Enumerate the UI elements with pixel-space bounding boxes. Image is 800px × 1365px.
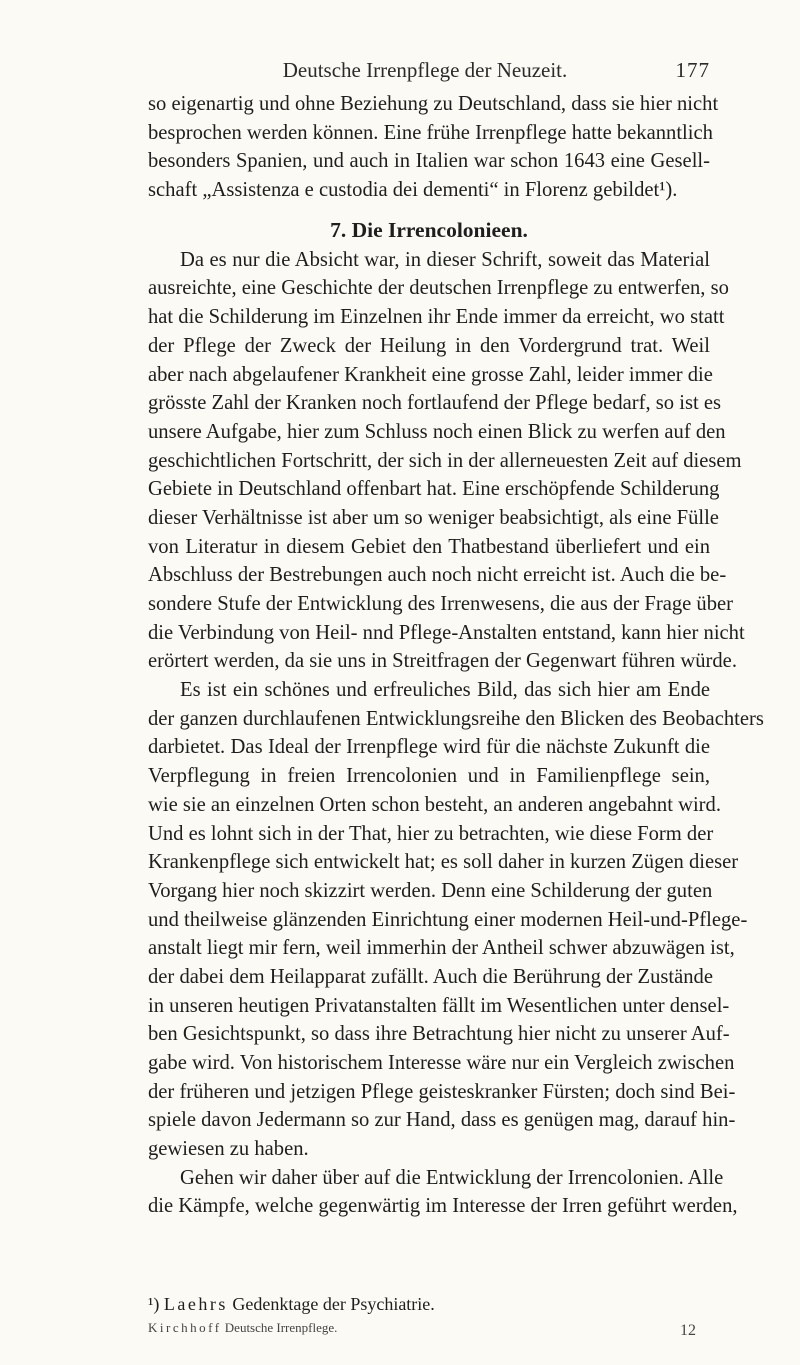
signature-title: Deutsche Irrenpflege. xyxy=(224,1320,338,1335)
text-line: die Kämpfe, welche gegenwärtig im Interesse der Irren geführt werden, xyxy=(148,1195,738,1218)
text-line: Es ist ein schönes und erfreuliches Bild, das sich hier am Ende xyxy=(180,679,710,702)
text-line: spiele davon Jedermann so zur Hand, dass es genügen mag, darauf hin- xyxy=(148,1109,736,1132)
text-line: darbietet. Das Ideal der Irrenpflege wird für die nächste Zukunft die xyxy=(148,736,710,759)
text-line: der ganzen durchlaufenen Entwicklungsreihe den Blicken des Beobachters xyxy=(148,707,764,730)
text-line: erörtert werden, da sie uns in Streitfragen der Gegenwart führen würde. xyxy=(148,650,737,673)
text-line: geschichtlichen Fortschritt, der sich in der allerneuesten Zeit auf diesem xyxy=(148,449,742,472)
text-line: Verpflegung in freien Irrencolonien und in Familienpflege sein, xyxy=(148,765,710,788)
text-line: Und es lohnt sich in der That, hier zu betrachten, wie diese Form der xyxy=(148,822,714,845)
text-line: gewiesen zu haben. xyxy=(148,1138,309,1161)
paragraph-2 xyxy=(148,246,745,676)
text-line: sondere Stufe der Entwicklung des Irrenwesens, die aus der Frage über xyxy=(148,593,734,615)
text-line: dieser Verhältnisse ist aber um so weniger beabsichtigt, als eine Fülle xyxy=(148,506,719,529)
text-line: der dabei dem Heilapparat zufällt. Auch die Berührung der Zustände xyxy=(148,965,713,988)
running-title: Deutsche Irrenpflege der Neuzeit. xyxy=(282,58,568,82)
paragraph-3 xyxy=(148,676,764,1164)
body-text xyxy=(148,90,764,1221)
text-line: besprochen werden können. Eine frühe Irrenpflege hatte bekanntlich xyxy=(148,121,713,144)
text-line: anstalt liegt mir fern, weil immerhin der Antheil schwer abzuwägen ist, xyxy=(148,937,735,960)
footnote-marker: ¹) xyxy=(148,1294,160,1314)
footnote xyxy=(148,1293,710,1315)
footnote-author: Laehrs xyxy=(163,1294,228,1314)
text-line: der früheren und jetzigen Pflege geisteskranker Fürsten; doch sind Bei- xyxy=(148,1080,736,1103)
text-line: besonders Spanien, und auch in Italien war schon 1643 eine Gesell- xyxy=(148,150,710,173)
text-line: so eigenartig und ohne Beziehung zu Deutschland, dass sie hier nicht xyxy=(148,93,719,115)
text-line: ben Gesichtspunkt, so dass ihre Betrachtung hier nicht zu unserer Auf- xyxy=(148,1023,730,1046)
section-heading: 7. Die Irrencolonieen. xyxy=(330,217,528,242)
text-line: schaft „Assistenza e custodia dei dementi“ in Florenz gebildet¹). xyxy=(148,179,678,202)
text-line: aber nach abgelaufener Krankheit eine grosse Zahl, leider immer die xyxy=(148,363,713,386)
text-line: Da es nur die Absicht war, in dieser Schrift, soweit das Material xyxy=(180,248,710,271)
page-number: 177 xyxy=(675,58,710,82)
signature-line xyxy=(148,1320,710,1339)
text-line: Gebiete in Deutschland offenbart hat. Eine erschöpfende Schilderung xyxy=(148,478,720,501)
text-line: in unseren heutigen Privatanstalten fällt im Wesentlichen unter densel- xyxy=(148,994,730,1017)
text-line: ausreichte, eine Geschichte der deutschen Irrenpflege zu entwerfen, so xyxy=(148,277,729,300)
signature-number: 12 xyxy=(680,1322,696,1339)
text-line: wie sie an einzelnen Orten schon besteht, an anderen angebahnt wird. xyxy=(148,793,721,816)
text-line: unsere Aufgabe, hier zum Schluss noch einen Blick zu werfen auf den xyxy=(148,420,726,443)
paragraph-4 xyxy=(148,1164,738,1221)
text-line: Gehen wir daher über auf die Entwicklung der Irrencolonien. Alle xyxy=(180,1166,724,1189)
text-line: Krankenpflege sich entwickelt hat; es soll daher in kurzen Zügen dieser xyxy=(148,851,739,874)
text-line: Vorgang hier noch skizzirt werden. Denn eine Schilderung der guten xyxy=(148,879,713,902)
text-line: Abschluss der Bestrebungen auch noch nicht erreicht ist. Auch die be- xyxy=(148,564,727,587)
text-line: gabe wird. Von historischem Interesse wäre nur ein Vergleich zwischen xyxy=(148,1052,735,1074)
text-line: hat die Schilderung im Einzelnen ihr Ende immer da erreicht, wo statt xyxy=(148,306,725,329)
text-line: grösste Zahl der Kranken noch fortlaufend der Pflege bedarf, so ist es xyxy=(148,392,721,415)
signature-author: Kirchhoff xyxy=(148,1320,222,1335)
paragraph-1 xyxy=(148,90,719,205)
text-line: von Literatur in diesem Gebiet den Thatbestand überliefert und ein xyxy=(148,535,710,558)
text-line: die Verbindung von Heil- nnd Pflege-Anstalten entstand, kann hier nicht xyxy=(148,621,745,644)
text-line: und theilweise glänzenden Einrichtung einer modernen Heil-und-Pflege- xyxy=(148,908,748,931)
text-line: der Pflege der Zweck der Heilung in den Vordergrund trat. Weil xyxy=(148,334,710,357)
footnote-text: Gedenktage der Psychiatrie. xyxy=(232,1294,435,1314)
